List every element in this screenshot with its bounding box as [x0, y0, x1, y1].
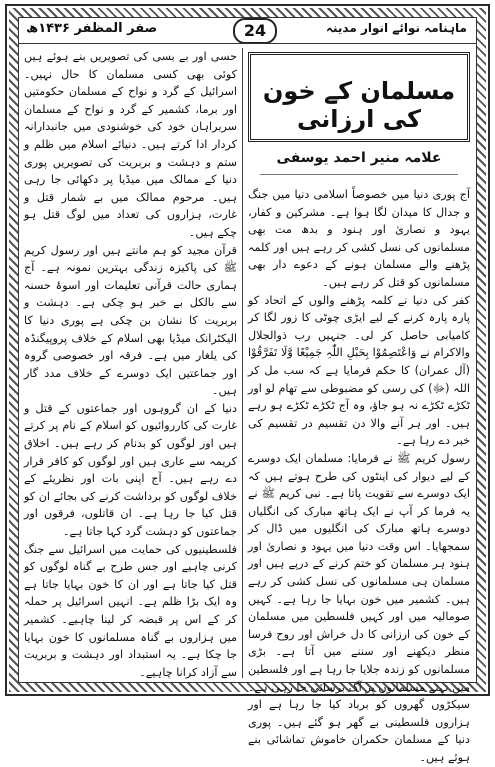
- paragraph: دنیا کے ان گروہوں اور جماعتوں کے قتل و غارت کی کارروائیوں کو اسلام کے نام پر کرتے ہیں اور لوگوں کو بدنام کر رہے ہیں۔ اخلاق کریمہ سے عاری ہیں اور لوگوں کو کافر قرار دے رہے ہیں۔ آج اپنی بات اور نظریئے کے خلاف لوگوں کو برداشت کرنے کی بجائے ان کو قتل کیا جا رہا ہے۔ ان قاتلوں، فرقوں اور جماعتوں کو دہشت گرد کہا جاتا ہے۔: [24, 401, 237, 539]
- left-column: [24, 48, 237, 681]
- article-title-box: [248, 52, 470, 142]
- paragraph: فلسطینیوں کی حمایت میں اسرائیل سے جنگ کرنی چاہیے اور جس طرح بے گناہ لوگوں کو قتل کیا جاتا ہے اور ان کا خون بہایا جاتا ہے وہ ایک بڑا ظلم ہے۔ انہیں اسرائیل پر حملہ کر کے اس پر قبضہ کر لینا چاہیے۔ کشمیر میں ہزاروں بے گناہ مسلمانوں کا خون بہایا جا چکا ہے۔ یہ استبداد اور دہشت و بربریت سے آزاد کرانا چاہیے۔: [24, 542, 237, 679]
- header-divider: [18, 43, 477, 44]
- author-underline: [260, 174, 458, 175]
- paragraph: رسول کریم ﷺ نے فرمایا: مسلمان ایک دوسرے کے لیے دیوار کی اینٹوں کی طرح ہوتے ہیں کہ ایک دوسرے سے تقویت پاتا ہے۔ نبی کریم ﷺ نے یہ فرما کر آپ نے ایک ہاتھ مبارک کی انگلیاں دوسرے ہاتھ مبارک کی انگلیوں میں ڈال کر سمجھایا۔ اس وقت دنیا میں یہود و نصاریٰ اور ہنود ہر مسلمان کو ختم کرنے کے درپے ہیں اور مسلمان ہی مسلمانوں کی نسل کشی کر رہے ہیں۔ کشمیر میں خون بہایا جا رہا ہے۔ کہیں صومالیہ میں اور کہیں فلسطین میں مسلمان کے خون کی ارزانی کا دل خراش اور روح فرسا منظر دیکھنے اور سننے میں آتا ہے۔ بڑی مسلمانوں کو زندہ جلایا جا رہا ہے اور فلسطین میں نہتے مسلمانوں پر آگ برسائی جا رہی ہے۔ سیکڑوں گھروں کو برباد کیا جا رہا ہے اور ہزاروں فلسطینی بے گھر ہو گئے ہیں۔ پوری دنیا کے مسلمان حکمران خاموش تماشائی بنے ہوئے ہیں۔: [248, 451, 470, 764]
- paragraph: حسی اور بے بسی کی تصویریں بنے ہوئے ہیں کوئی بھی کسی مسلمان کا حال نہیں۔ اسرائیل کے گرد و نواح کے مسلمان حکومتیں اور برما، کشمیر کے گرد و نواح کے مسلمان سربراہان خود کی خوشنودی میں جانبدارانہ کردار ادا کرتے ہیں۔ دنیائے اسلام میں ظلم و ستم و دہشت و بربریت کی تصویریں پوری دنیا کے ممالک میں میڈیا پر دکھائی جا رہی ہیں۔ مرحوم ممالک میں بے شمار قتل و غارت، ہزاروں کی تعداد میں لوگ قتل ہو چکے ہیں۔: [24, 50, 237, 239]
- paragraph: آج پوری دنیا میں خصوصاً اسلامی دنیا میں جنگ و جدال کا میدان لگا ہوا ہے۔ مشرکین و کفار، یہود و نصاریٰ اور ہنود و بدھ مت بھی مسلمانوں کی نسل کشی کر رہے ہیں اور کلمہ پڑھنے والے مسلمان ہونے کے دعوے دار بھی مسلمانوں کو قتل کر رہے ہیں۔: [248, 188, 470, 289]
- paragraph: قرآن مجید کو ہم مانتے ہیں اور رسول کریم ﷺ کی پاکیزہ زندگی بہترین نمونہ ہے۔ آج ہماری حالت قرآنی تعلیمات اور اسوۂ حسنہ سے بالکل بے خبر ہو چکی ہے۔ دہشت و بربریت کا نشان بن چکی ہے پوری دنیا کا الیکٹرانک میڈیا بھی اسلام کے خلاف پروپیگنڈہ کی یلغار میں ہے۔ فرقہ اور خصوصی گروہ اور جماعتیں ایک دوسرے کے خلاف مدد گار ہیں۔: [24, 243, 237, 398]
- article-author: علامہ منیر احمد یوسفی: [276, 150, 442, 166]
- paragraph: کفر کی دنیا نے کلمہ پڑھنے والوں کے اتحاد کو پارہ پارہ کرنے کے لیے ایڑی چوٹی کا زور لگا کر کامیابی حاصل کر لی۔ جنہیں رب ذوالجلال والاکرام نے وَاعْتَصِمُوْا بِحَبْلِ اللّٰہِ جَمِیْعًا وَّلَا تَفَرَّقُوْا (آل عمران) کا حکم فرمایا ہے کہ سب مل کر اللہ (ﷻ) کی رسی کو مضبوطی سے تھام لو اور ٹکڑے ٹکڑے نہ ہو جاؤ، وہ آج ٹکڑے ٹکڑے ہو رہے ہیں۔ اور ہر آنے والا دن تقسیم در تقسیم کی خبر دے رہا ہے۔: [248, 293, 470, 448]
- page-number-badge: 24: [233, 18, 277, 44]
- right-column: [248, 186, 470, 767]
- article-title: مسلمان کے خون کی ارزانی: [262, 77, 456, 133]
- issue-date: صفر المظفر ۱۴۳۶ھ: [26, 21, 158, 36]
- page-header: [18, 17, 477, 43]
- column-divider: [242, 48, 243, 678]
- magazine-name: ماہنامہ نوائے انوار مدینہ: [325, 21, 467, 35]
